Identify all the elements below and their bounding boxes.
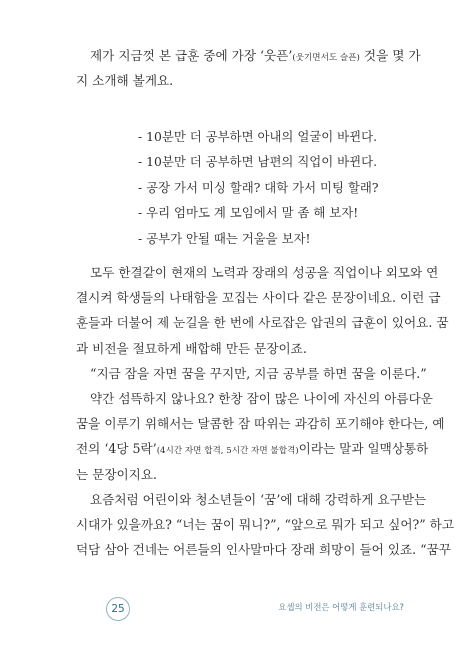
intro-line-1 — [76, 43, 421, 68]
page-number: 25 — [106, 597, 130, 621]
inline-small-note: (4시간 자면 합격, 5시간 자면 불합격) — [156, 446, 299, 457]
paragraph-line — [76, 436, 429, 461]
paragraph-line: 는 문장이지요. — [76, 466, 157, 482]
quote-line: “지금 잠을 자면 꿈을 꾸지만, 지금 공부를 하면 꿈을 이룬다.” — [90, 365, 427, 381]
motto-item: - 공장 가서 미싱 할래? 대학 가서 미팅 할래? — [138, 179, 379, 195]
intro-small-note: (웃기면서도 슬픈) — [292, 53, 360, 63]
intro-text-end: 것을 몇 가 — [359, 48, 421, 63]
motto-list — [138, 124, 408, 251]
paragraph-line: 결시켜 학생들의 나태함을 꼬집는 사이다 같은 문장이네요. 이런 급 — [76, 290, 441, 306]
motto-item: - 10분만 더 공부하면 아내의 얼굴이 바뀐다. — [138, 129, 378, 144]
paragraph-line: 약간 섬뜩하지 않나요? 한창 잠이 많은 나이에 자신의 아름다운 — [90, 390, 433, 406]
motto-item: - 10분만 더 공부하면 남편의 직업이 바뀐다. — [138, 154, 378, 170]
paragraph-line: 시대가 있을까요? “너는 꿈이 뭐니?”, “앞으로 뭐가 되고 싶어?” 하고 — [76, 516, 455, 532]
inline-text: 전의 ‘4당 5락’ — [76, 441, 157, 457]
body-text — [76, 260, 455, 562]
motto-item: - 공부가 안될 때는 거울을 보자! — [138, 230, 311, 246]
paragraph-line: 덕담 삼아 건네는 어른들의 인사말마다 장래 희망이 들어 있죠. “꿈꾸 — [76, 542, 451, 558]
paragraph-line: 요즘처럼 어린이와 청소년들이 ‘꿈’에 대해 강력하게 요구받는 — [90, 491, 427, 507]
paragraph-line: 꿈을 이루기 위해서는 달콤한 잠 따위는 과감히 포기해야 한다는, 예 — [76, 416, 445, 432]
running-title: 요셉의 비전은 어떻게 훈련되나요? — [278, 602, 404, 612]
inline-text-end: 이라는 말과 일맥상통하 — [298, 441, 429, 457]
intro-text: 제가 지금껏 본 급훈 중에 가장 ‘웃픈’ — [90, 48, 293, 63]
paragraph-line: 모두 한결같이 현재의 노력과 장래의 성공을 직업이나 외모와 연 — [90, 265, 439, 280]
paragraph-line: 과 비전을 절묘하게 배합해 만든 문장이죠. — [76, 340, 307, 356]
motto-item: - 우리 엄마도 계 모임에서 말 좀 해 보자! — [138, 205, 359, 221]
paragraph-line: 훈들과 더불어 제 눈길을 한 번에 사로잡은 압권의 급훈이 있어요. 꿈 — [76, 315, 449, 331]
intro-paragraph — [76, 43, 421, 93]
intro-line-2: 지 소개해 볼게요. — [76, 73, 174, 88]
